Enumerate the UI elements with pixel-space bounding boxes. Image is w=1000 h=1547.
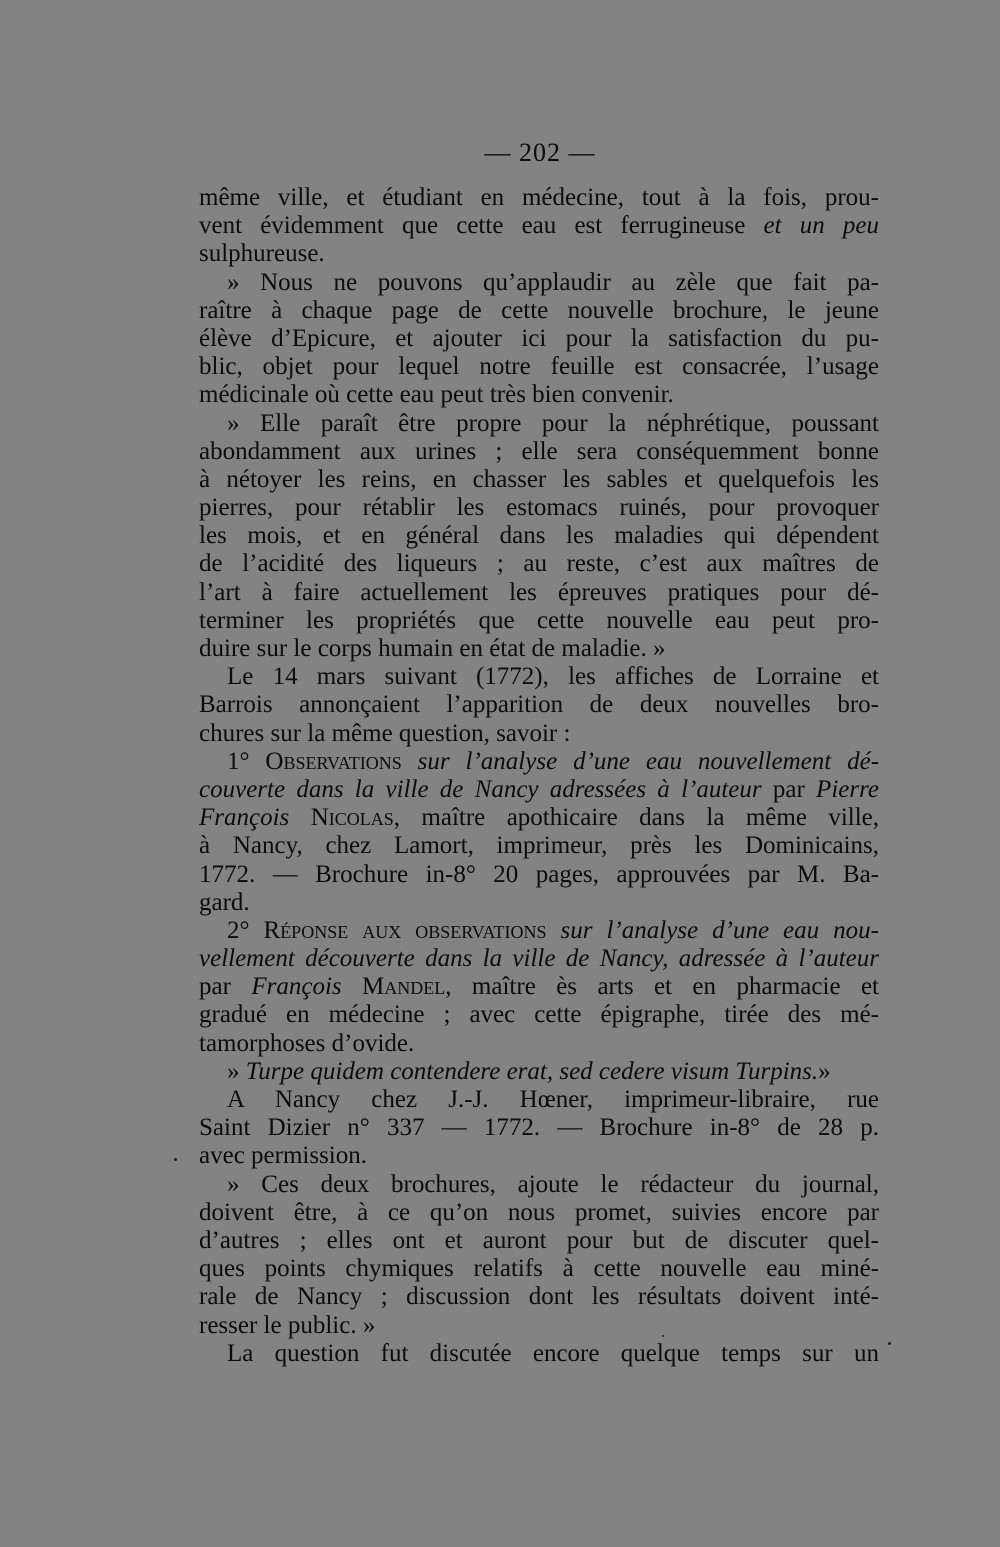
text-run: gradué en médecine ; avec cette épigraphe, tirée des mé- — [199, 1001, 879, 1029]
text-line — [199, 579, 879, 607]
text-line — [199, 804, 879, 832]
text-line — [199, 663, 879, 691]
text-line — [199, 776, 879, 804]
italic-text: François — [251, 973, 342, 1001]
text-run: sulphureuse. — [199, 240, 325, 268]
text-line — [199, 240, 879, 268]
text-line — [199, 1199, 879, 1227]
text-run: ques points chymiques relatifs à cette nouvelle eau miné- — [199, 1255, 879, 1283]
text-line — [199, 381, 879, 409]
text-line — [199, 635, 879, 663]
text-line — [199, 1114, 879, 1142]
text-line — [199, 494, 879, 522]
text-line — [199, 832, 879, 860]
text-line — [199, 917, 879, 945]
text-run: 1° — [227, 747, 266, 775]
text-line — [199, 1058, 879, 1086]
italic-text: et un peu — [763, 212, 880, 240]
text-run: 2° — [227, 916, 264, 944]
text-line — [199, 1142, 879, 1170]
text-run: Le 14 mars suivant (1772), les affiches de Lorraine et — [227, 663, 879, 691]
text-run: Barrois annonçaient l’apparition de deux nouvelles bro- — [199, 691, 879, 719]
text-line — [199, 522, 879, 550]
text-run — [402, 748, 418, 775]
text-run: de l’acidité des liqueurs ; au reste, c’est aux maîtres de — [199, 550, 879, 578]
text-line — [199, 550, 879, 578]
text-run: élève d’Epicure, et ajouter ici pour la satisfaction du pu- — [199, 324, 879, 352]
body-text — [199, 184, 879, 1368]
print-speck — [174, 1158, 177, 1161]
text-line — [199, 438, 879, 466]
italic-text: sur l’analyse d’une eau nou- — [560, 916, 879, 944]
text-run: blic, objet pour lequel notre feuille est consacrée, l’usage — [199, 353, 879, 381]
text-line — [199, 1001, 879, 1029]
text-run: La question fut discutée encore quelque temps sur un — [227, 1339, 879, 1367]
print-speck — [662, 1335, 664, 1337]
text-run: raître à chaque page de cette nouvelle brochure, le jeune — [199, 296, 879, 324]
text-run: resser le public. » — [199, 1311, 376, 1339]
text-line — [199, 1283, 879, 1311]
small-caps-text: Observations — [265, 747, 402, 775]
text-run: par — [761, 775, 817, 803]
text-line — [199, 1340, 879, 1368]
text-run: vent évidemment que cette eau est ferrugineuse — [199, 212, 764, 240]
text-run: » — [818, 1057, 831, 1085]
text-line — [199, 691, 879, 719]
text-run: rale de Nancy ; discussion dont les résultats doivent inté- — [199, 1283, 879, 1311]
text-run: doivent être, à ce qu’on nous promet, suivies encore par — [199, 1198, 879, 1226]
text-run: à nétoyer les reins, en chasser les sables et quelquefois les — [199, 465, 879, 493]
text-run: terminer les propriétés que cette nouvelle eau peut pro- — [199, 606, 879, 634]
small-caps-text: Réponse aux observations — [263, 916, 547, 944]
text-run: » Nous ne pouvons qu’applaudir au zèle que fait pa- — [227, 268, 879, 296]
text-run: A Nancy chez J.-J. Hœner, imprimeur-libraire, rue — [227, 1086, 879, 1113]
text-line — [199, 973, 879, 1001]
page-number: — 202 — — [484, 138, 596, 167]
text-run: d’autres ; elles ont et auront pour but de discuter quel- — [199, 1226, 879, 1254]
text-run: pierres, pour rétablir les estomacs ruinés, pour provoquer — [199, 494, 879, 522]
text-line — [199, 1227, 879, 1255]
text-run — [289, 804, 310, 831]
text-run: duire sur le corps humain en état de maladie. » — [199, 635, 666, 662]
text-run: les mois, et en général dans les maladies qui dépendent — [199, 522, 879, 550]
text-run: » Ces deux brochures, ajoute le rédacteur du journal, — [227, 1170, 879, 1198]
text-line — [199, 353, 879, 381]
text-line — [199, 889, 879, 917]
text-line — [199, 748, 879, 776]
text-line — [199, 184, 879, 212]
text-run: même ville, et étudiant en médecine, tout à la fois, prou- — [199, 184, 879, 211]
text-line — [199, 607, 879, 635]
italic-text: Pierre — [816, 775, 879, 803]
text-run: , maître ès arts et en pharmacie et — [445, 973, 880, 1001]
text-run: par — [199, 973, 252, 1001]
italic-text: vellement découverte dans la ville de Nancy, adressée à l’auteur — [199, 945, 879, 973]
text-line — [199, 720, 879, 748]
text-line — [199, 1171, 879, 1199]
italic-text: sur l’analyse d’une eau nouvellement dé- — [417, 747, 880, 775]
text-run: abondamment aux urines ; elle sera conséquemment bonne — [199, 437, 879, 465]
small-caps-text: Mandel — [362, 973, 446, 1001]
text-line — [199, 1255, 879, 1283]
text-line — [199, 1312, 879, 1340]
text-run: avec permission. — [199, 1142, 368, 1170]
text-line — [199, 325, 879, 353]
italic-text: François — [199, 804, 290, 832]
text-line — [199, 1030, 879, 1058]
italic-text: couverte dans la ville de Nancy adressées à l’auteur — [199, 775, 762, 803]
text-run — [546, 917, 560, 944]
small-caps-text: Nicolas — [310, 804, 394, 832]
text-line — [199, 297, 879, 325]
text-run: l’art à faire actuellement les épreuves pratiques pour dé- — [199, 578, 879, 606]
text-run: à Nancy, chez Lamort, imprimeur, près les Dominicains, — [199, 832, 879, 860]
text-line — [199, 945, 879, 973]
text-run: tamorphoses d’ovide. — [199, 1029, 415, 1057]
print-speck — [888, 1342, 891, 1345]
text-line — [199, 861, 879, 889]
text-line — [199, 212, 879, 240]
text-run: Saint Dizier n° 337 — 1772. — Brochure in-8° de 28 p. — [199, 1114, 879, 1142]
text-line — [199, 466, 879, 494]
text-run: , maître apothicaire dans la même ville, — [393, 804, 880, 832]
text-run: médicinale où cette eau peut très bien convenir. — [199, 381, 674, 409]
text-run: » Elle paraît être propre pour la néphrétique, poussant — [227, 409, 879, 437]
text-run: gard. — [199, 888, 250, 916]
text-run — [342, 973, 362, 1000]
text-run: » — [227, 1057, 246, 1085]
italic-text: Turpe quidem contendere erat, sed cedere visum Turpins. — [245, 1057, 819, 1085]
text-run: 1772. — Brochure in-8° 20 pages, approuvées par M. Ba- — [199, 860, 879, 888]
text-line — [199, 269, 879, 297]
text-line — [199, 1086, 879, 1114]
text-line — [199, 410, 879, 438]
text-run: chures sur la même question, savoir : — [199, 719, 571, 747]
